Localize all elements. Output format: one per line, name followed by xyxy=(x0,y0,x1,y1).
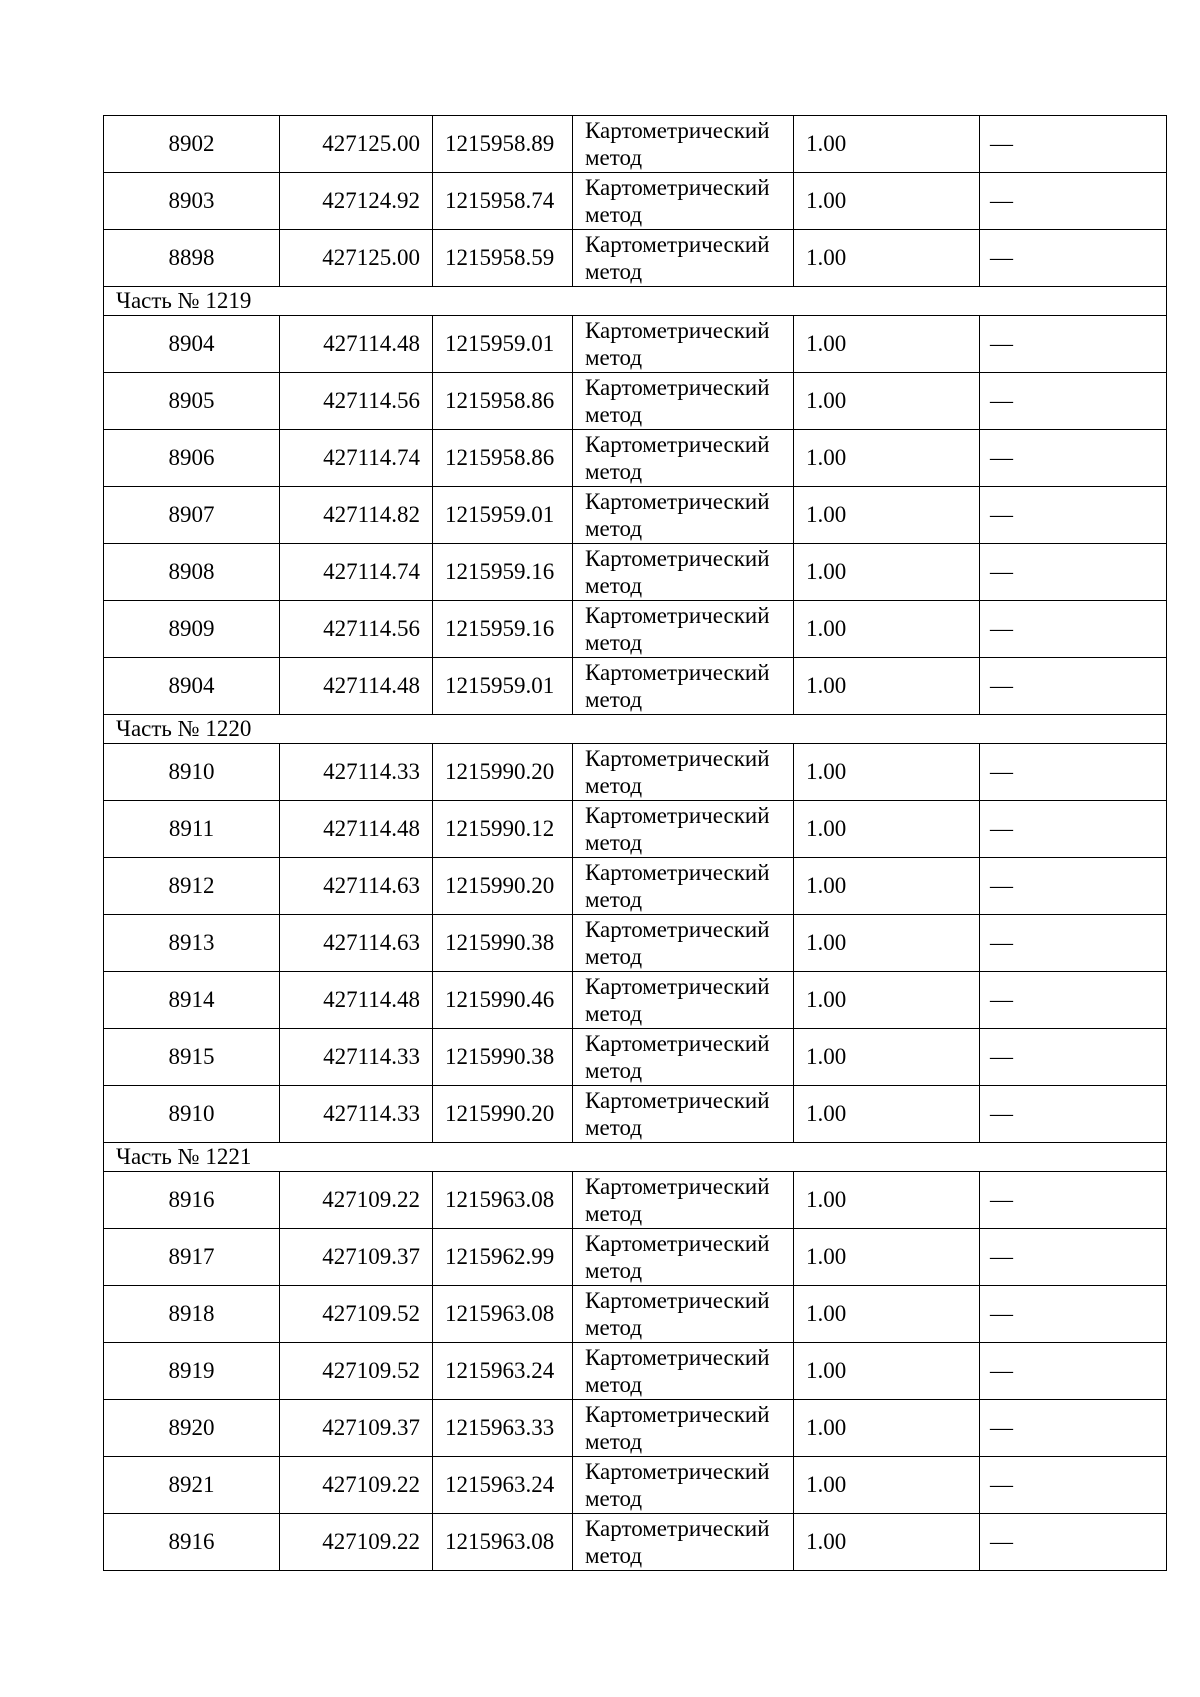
table-row xyxy=(104,116,1167,173)
point-number-cell: 8902 xyxy=(104,116,280,173)
method-line-2: метод xyxy=(585,402,643,427)
description-cell: — xyxy=(980,430,1167,487)
y-coordinate-cell: 1215963.24 xyxy=(433,1343,573,1400)
method-line-1: Картометрический xyxy=(585,917,770,942)
method-cell xyxy=(573,373,794,430)
method-cell xyxy=(573,1343,794,1400)
method-cell xyxy=(573,487,794,544)
table-row xyxy=(104,230,1167,287)
method-line-2: метод xyxy=(585,259,643,284)
method-cell xyxy=(573,1400,794,1457)
table-body xyxy=(104,116,1167,1571)
method-line-1: Картометрический xyxy=(585,1031,770,1056)
point-number-cell: 8920 xyxy=(104,1400,280,1457)
point-number-cell: 8911 xyxy=(104,801,280,858)
method-line-2: метод xyxy=(585,459,643,484)
table-row xyxy=(104,1514,1167,1571)
accuracy-cell: 1.00 xyxy=(794,316,980,373)
method-line-2: метод xyxy=(585,1115,643,1140)
section-title: Часть № 1221 xyxy=(104,1143,1167,1172)
coordinates-table xyxy=(103,115,1167,1571)
x-coordinate-cell: 427114.48 xyxy=(280,972,433,1029)
accuracy-cell: 1.00 xyxy=(794,1172,980,1229)
method-line-1: Картометрический xyxy=(585,232,770,257)
description-cell: — xyxy=(980,487,1167,544)
x-coordinate-cell: 427109.37 xyxy=(280,1229,433,1286)
y-coordinate-cell: 1215990.38 xyxy=(433,915,573,972)
description-cell: — xyxy=(980,1029,1167,1086)
table-row xyxy=(104,316,1167,373)
section-header-row xyxy=(104,287,1167,316)
x-coordinate-cell: 427114.63 xyxy=(280,858,433,915)
description-cell: — xyxy=(980,316,1167,373)
table-row xyxy=(104,1029,1167,1086)
method-line-2: метод xyxy=(585,1201,643,1226)
table-row xyxy=(104,1343,1167,1400)
method-cell xyxy=(573,972,794,1029)
table-row xyxy=(104,1400,1167,1457)
method-line-1: Картометрический xyxy=(585,1174,770,1199)
method-cell xyxy=(573,1457,794,1514)
point-number-cell: 8907 xyxy=(104,487,280,544)
description-cell: — xyxy=(980,1514,1167,1571)
method-cell xyxy=(573,1514,794,1571)
description-cell: — xyxy=(980,1286,1167,1343)
point-number-cell: 8916 xyxy=(104,1514,280,1571)
point-number-cell: 8904 xyxy=(104,658,280,715)
y-coordinate-cell: 1215959.01 xyxy=(433,316,573,373)
table-row xyxy=(104,601,1167,658)
method-cell xyxy=(573,316,794,373)
method-cell xyxy=(573,601,794,658)
point-number-cell: 8903 xyxy=(104,173,280,230)
description-cell: — xyxy=(980,1086,1167,1143)
x-coordinate-cell: 427124.92 xyxy=(280,173,433,230)
description-cell: — xyxy=(980,544,1167,601)
point-number-cell: 8906 xyxy=(104,430,280,487)
description-cell: — xyxy=(980,230,1167,287)
method-line-2: метод xyxy=(585,573,643,598)
x-coordinate-cell: 427114.56 xyxy=(280,373,433,430)
x-coordinate-cell: 427114.33 xyxy=(280,1029,433,1086)
method-line-2: метод xyxy=(585,630,643,655)
y-coordinate-cell: 1215958.86 xyxy=(433,373,573,430)
x-coordinate-cell: 427109.22 xyxy=(280,1172,433,1229)
method-cell xyxy=(573,116,794,173)
method-line-2: метод xyxy=(585,1429,643,1454)
description-cell: — xyxy=(980,173,1167,230)
y-coordinate-cell: 1215990.20 xyxy=(433,1086,573,1143)
accuracy-cell: 1.00 xyxy=(794,1029,980,1086)
y-coordinate-cell: 1215958.89 xyxy=(433,116,573,173)
method-line-2: метод xyxy=(585,145,643,170)
description-cell: — xyxy=(980,373,1167,430)
point-number-cell: 8910 xyxy=(104,744,280,801)
point-number-cell: 8909 xyxy=(104,601,280,658)
accuracy-cell: 1.00 xyxy=(794,1286,980,1343)
description-cell: — xyxy=(980,1457,1167,1514)
method-cell xyxy=(573,658,794,715)
table-row xyxy=(104,915,1167,972)
description-cell: — xyxy=(980,658,1167,715)
y-coordinate-cell: 1215990.20 xyxy=(433,744,573,801)
point-number-cell: 8917 xyxy=(104,1229,280,1286)
y-coordinate-cell: 1215963.08 xyxy=(433,1286,573,1343)
point-number-cell: 8904 xyxy=(104,316,280,373)
x-coordinate-cell: 427114.82 xyxy=(280,487,433,544)
method-cell xyxy=(573,544,794,601)
method-cell xyxy=(573,1029,794,1086)
y-coordinate-cell: 1215959.16 xyxy=(433,544,573,601)
method-line-2: метод xyxy=(585,887,643,912)
x-coordinate-cell: 427114.56 xyxy=(280,601,433,658)
x-coordinate-cell: 427125.00 xyxy=(280,116,433,173)
accuracy-cell: 1.00 xyxy=(794,430,980,487)
x-coordinate-cell: 427114.74 xyxy=(280,544,433,601)
method-line-2: метод xyxy=(585,687,643,712)
point-number-cell: 8919 xyxy=(104,1343,280,1400)
method-line-1: Картометрический xyxy=(585,746,770,771)
method-line-1: Картометрический xyxy=(585,375,770,400)
y-coordinate-cell: 1215962.99 xyxy=(433,1229,573,1286)
y-coordinate-cell: 1215959.16 xyxy=(433,601,573,658)
table-row xyxy=(104,658,1167,715)
x-coordinate-cell: 427109.22 xyxy=(280,1514,433,1571)
accuracy-cell: 1.00 xyxy=(794,1343,980,1400)
x-coordinate-cell: 427109.22 xyxy=(280,1457,433,1514)
y-coordinate-cell: 1215959.01 xyxy=(433,658,573,715)
method-line-2: метод xyxy=(585,1058,643,1083)
method-line-1: Картометрический xyxy=(585,118,770,143)
x-coordinate-cell: 427114.48 xyxy=(280,658,433,715)
table-row xyxy=(104,744,1167,801)
description-cell: — xyxy=(980,601,1167,658)
table-row xyxy=(104,858,1167,915)
method-cell xyxy=(573,744,794,801)
accuracy-cell: 1.00 xyxy=(794,801,980,858)
accuracy-cell: 1.00 xyxy=(794,1086,980,1143)
section-title: Часть № 1220 xyxy=(104,715,1167,744)
section-header-row xyxy=(104,715,1167,744)
y-coordinate-cell: 1215958.86 xyxy=(433,430,573,487)
accuracy-cell: 1.00 xyxy=(794,915,980,972)
x-coordinate-cell: 427114.48 xyxy=(280,801,433,858)
method-line-1: Картометрический xyxy=(585,803,770,828)
accuracy-cell: 1.00 xyxy=(794,1400,980,1457)
point-number-cell: 8921 xyxy=(104,1457,280,1514)
x-coordinate-cell: 427114.48 xyxy=(280,316,433,373)
point-number-cell: 8916 xyxy=(104,1172,280,1229)
y-coordinate-cell: 1215990.46 xyxy=(433,972,573,1029)
description-cell: — xyxy=(980,915,1167,972)
method-cell xyxy=(573,1229,794,1286)
accuracy-cell: 1.00 xyxy=(794,601,980,658)
section-title: Часть № 1219 xyxy=(104,287,1167,316)
accuracy-cell: 1.00 xyxy=(794,972,980,1029)
method-line-1: Картометрический xyxy=(585,432,770,457)
x-coordinate-cell: 427109.52 xyxy=(280,1286,433,1343)
method-cell xyxy=(573,1172,794,1229)
method-cell xyxy=(573,915,794,972)
y-coordinate-cell: 1215990.20 xyxy=(433,858,573,915)
method-cell xyxy=(573,230,794,287)
method-line-2: метод xyxy=(585,516,643,541)
method-line-1: Картометрический xyxy=(585,974,770,999)
point-number-cell: 8912 xyxy=(104,858,280,915)
table-row xyxy=(104,1457,1167,1514)
method-line-2: метод xyxy=(585,202,643,227)
method-cell xyxy=(573,1286,794,1343)
x-coordinate-cell: 427109.37 xyxy=(280,1400,433,1457)
accuracy-cell: 1.00 xyxy=(794,1229,980,1286)
method-line-2: метод xyxy=(585,830,643,855)
x-coordinate-cell: 427125.00 xyxy=(280,230,433,287)
point-number-cell: 8914 xyxy=(104,972,280,1029)
accuracy-cell: 1.00 xyxy=(794,1457,980,1514)
method-line-1: Картометрический xyxy=(585,1459,770,1484)
description-cell: — xyxy=(980,1343,1167,1400)
description-cell: — xyxy=(980,858,1167,915)
method-line-2: метод xyxy=(585,1315,643,1340)
method-line-2: метод xyxy=(585,944,643,969)
method-line-1: Картометрический xyxy=(585,489,770,514)
method-cell xyxy=(573,173,794,230)
point-number-cell: 8915 xyxy=(104,1029,280,1086)
y-coordinate-cell: 1215990.38 xyxy=(433,1029,573,1086)
description-cell: — xyxy=(980,744,1167,801)
method-line-2: метод xyxy=(585,1258,643,1283)
accuracy-cell: 1.00 xyxy=(794,230,980,287)
table-row xyxy=(104,972,1167,1029)
point-number-cell: 8918 xyxy=(104,1286,280,1343)
table-row xyxy=(104,430,1167,487)
method-line-1: Картометрический xyxy=(585,546,770,571)
table-row xyxy=(104,1229,1167,1286)
description-cell: — xyxy=(980,1400,1167,1457)
y-coordinate-cell: 1215990.12 xyxy=(433,801,573,858)
method-cell xyxy=(573,1086,794,1143)
y-coordinate-cell: 1215959.01 xyxy=(433,487,573,544)
y-coordinate-cell: 1215963.08 xyxy=(433,1172,573,1229)
x-coordinate-cell: 427109.52 xyxy=(280,1343,433,1400)
method-line-1: Картометрический xyxy=(585,660,770,685)
y-coordinate-cell: 1215963.08 xyxy=(433,1514,573,1571)
section-header-row xyxy=(104,1143,1167,1172)
method-cell xyxy=(573,801,794,858)
method-line-1: Картометрический xyxy=(585,175,770,200)
accuracy-cell: 1.00 xyxy=(794,173,980,230)
method-line-1: Картометрический xyxy=(585,1516,770,1541)
method-line-2: метод xyxy=(585,773,643,798)
accuracy-cell: 1.00 xyxy=(794,544,980,601)
point-number-cell: 8898 xyxy=(104,230,280,287)
table-row xyxy=(104,544,1167,601)
accuracy-cell: 1.00 xyxy=(794,858,980,915)
description-cell: — xyxy=(980,116,1167,173)
method-line-1: Картометрический xyxy=(585,1088,770,1113)
description-cell: — xyxy=(980,801,1167,858)
table-row xyxy=(104,487,1167,544)
table-row xyxy=(104,173,1167,230)
accuracy-cell: 1.00 xyxy=(794,1514,980,1571)
method-cell xyxy=(573,430,794,487)
method-line-1: Картометрический xyxy=(585,1402,770,1427)
method-line-2: метод xyxy=(585,1486,643,1511)
description-cell: — xyxy=(980,1172,1167,1229)
method-line-1: Картометрический xyxy=(585,1231,770,1256)
method-cell xyxy=(573,858,794,915)
point-number-cell: 8905 xyxy=(104,373,280,430)
table-row xyxy=(104,373,1167,430)
description-cell: — xyxy=(980,1229,1167,1286)
point-number-cell: 8910 xyxy=(104,1086,280,1143)
table-row xyxy=(104,1286,1167,1343)
point-number-cell: 8913 xyxy=(104,915,280,972)
method-line-1: Картометрический xyxy=(585,603,770,628)
x-coordinate-cell: 427114.63 xyxy=(280,915,433,972)
method-line-2: метод xyxy=(585,1543,643,1568)
x-coordinate-cell: 427114.74 xyxy=(280,430,433,487)
y-coordinate-cell: 1215963.24 xyxy=(433,1457,573,1514)
y-coordinate-cell: 1215958.74 xyxy=(433,173,573,230)
table-row xyxy=(104,801,1167,858)
y-coordinate-cell: 1215958.59 xyxy=(433,230,573,287)
accuracy-cell: 1.00 xyxy=(794,116,980,173)
point-number-cell: 8908 xyxy=(104,544,280,601)
description-cell: — xyxy=(980,972,1167,1029)
y-coordinate-cell: 1215963.33 xyxy=(433,1400,573,1457)
table-row xyxy=(104,1086,1167,1143)
method-line-1: Картометрический xyxy=(585,1288,770,1313)
method-line-1: Картометрический xyxy=(585,318,770,343)
table-row xyxy=(104,1172,1167,1229)
method-line-2: метод xyxy=(585,1372,643,1397)
accuracy-cell: 1.00 xyxy=(794,373,980,430)
accuracy-cell: 1.00 xyxy=(794,487,980,544)
accuracy-cell: 1.00 xyxy=(794,658,980,715)
x-coordinate-cell: 427114.33 xyxy=(280,744,433,801)
method-line-2: метод xyxy=(585,345,643,370)
accuracy-cell: 1.00 xyxy=(794,744,980,801)
x-coordinate-cell: 427114.33 xyxy=(280,1086,433,1143)
method-line-1: Картометрический xyxy=(585,1345,770,1370)
method-line-2: метод xyxy=(585,1001,643,1026)
method-line-1: Картометрический xyxy=(585,860,770,885)
